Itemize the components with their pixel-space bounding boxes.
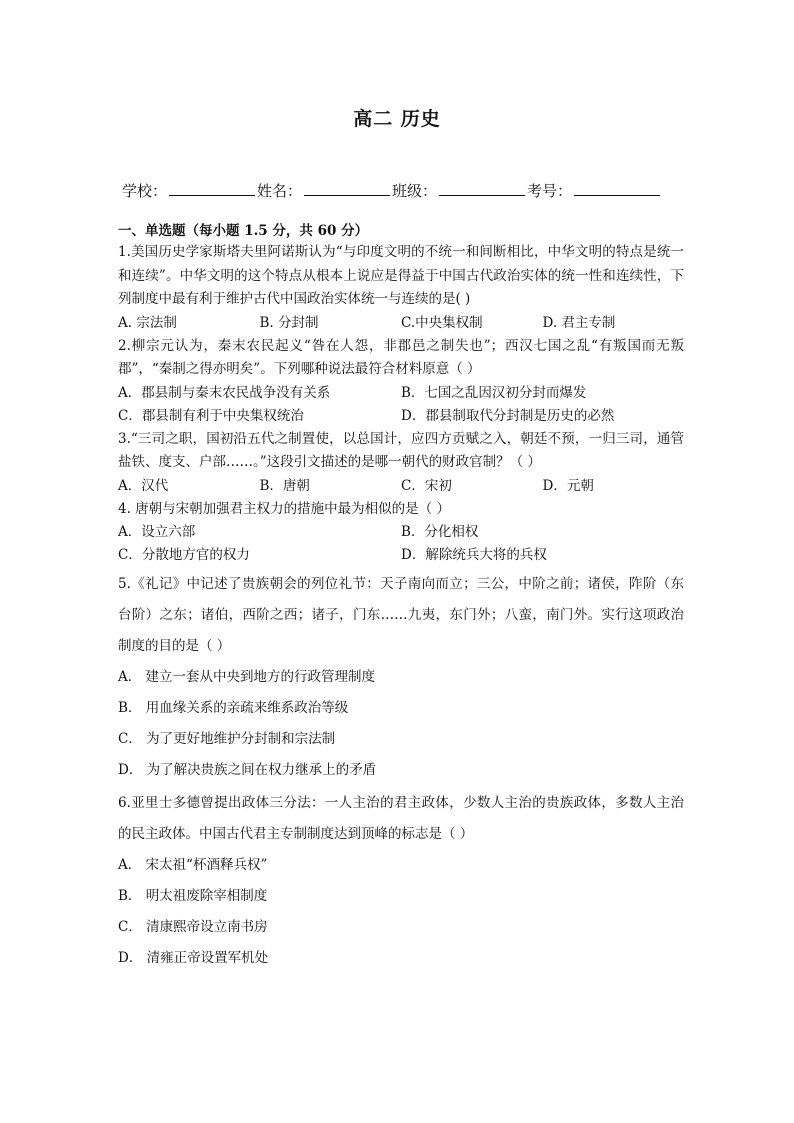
option-a: A．郡县制与秦末农民战争没有关系 <box>118 384 331 401</box>
option-c: C．分散地方官的权力 <box>118 547 250 563</box>
question-2-options <box>118 382 684 428</box>
option-a: A． 宋太祖“杯酒释兵权” <box>118 857 268 873</box>
school-label: 学校： <box>122 182 168 200</box>
name-blank <box>304 181 390 196</box>
option-d: D．解除统兵大将的兵权 <box>401 547 547 563</box>
question-3-options <box>118 475 684 498</box>
exam-no-blank <box>574 181 660 196</box>
page-title: 高二 历史 <box>353 108 441 130</box>
option-d: D． 为了解决贵族之间在权力继承上的矛盾 <box>118 762 377 778</box>
option-d: D. 君主专制 <box>542 314 616 331</box>
class-label: 班级： <box>392 182 438 200</box>
option-a: A．设立六部 <box>118 524 196 540</box>
question-1-options <box>118 312 684 335</box>
question-6: 6.亚里士多德曾提出政体三分法：一人主治的君主政体，少数人主治的贵族政体，多数人主治的民主政体。中国古代君主专制制度达到顶峰的标志是（ ） <box>118 795 684 842</box>
option-d: D．郡县制取代分封制是历史的必然 <box>401 407 615 424</box>
option-c: C． 为了更好地维护分封制和宗法制 <box>118 731 336 747</box>
exam-content <box>118 221 684 974</box>
student-info-line <box>122 180 662 201</box>
option-b: B． 明太祖废除宰相制度 <box>118 888 268 904</box>
option-a: A． 建立一套从中央到地方的行政管理制度 <box>118 669 376 685</box>
option-b: B．分化相权 <box>401 524 479 540</box>
question-4-options <box>118 521 684 567</box>
option-c: C． 清康熙帝设立南书房 <box>118 919 268 935</box>
question-2: 2.柳宗元认为，秦末农民起义“咎在人怨，非郡邑之制失也”；西汉七国之乱“有叛国而无叛郡”，“秦制之得亦明矣”。下列哪种说法最符合材料原意（ ） <box>118 337 684 377</box>
section-heading: 一、单选题（每小题 1.5 分，共 60 分） <box>118 223 369 239</box>
question-3: 3.“三司之职，国初沿五代之制置使，以总国计，应四方贡赋之入，朝廷不预，一归三司，通管盐铁、度支、户部……。”这段引文描述的是哪一朝代的财政官制？（ ） <box>118 430 684 470</box>
option-a: A. 宗法制 <box>118 314 177 331</box>
option-d: D．元朝 <box>542 477 594 494</box>
option-c: C．郡县制有利于中央集权统治 <box>118 407 304 424</box>
option-c: C．宋初 <box>401 477 452 494</box>
option-a: A．汉代 <box>118 477 169 494</box>
option-d: D． 清雍正帝设置军机处 <box>118 950 269 966</box>
option-b: B．唐朝 <box>259 477 310 494</box>
exam-no-label: 考号： <box>527 182 573 200</box>
option-b: B．七国之乱因汉初分封而爆发 <box>401 384 587 401</box>
class-blank <box>439 181 525 196</box>
school-blank <box>169 181 255 196</box>
question-4: 4. 唐朝与宋朝加强君主权力的措施中最为相似的是（ ） <box>118 500 450 517</box>
question-1: 1.美国历史学家斯塔夫里阿诺斯认为“与印度文明的不统一和间断相比，中华文明的特点是统一和连续”。中华文明的这个特点从根本上说应是得益于中国古代政治实体的统一性和连续性，下列制度中最有利于维护古代中国政治实体统一与连续的是( ) <box>118 244 684 307</box>
name-label: 姓名： <box>257 182 303 200</box>
option-b: B． 用血缘关系的亲疏来维系政治等级 <box>118 700 349 716</box>
question-5: 5.《礼记》中记述了贵族朝会的列位礼节：天子南向而立；三公，中阶之前；诸侯，阼阶（东台阶）之东；诸伯，西阶之西；诸子，门东……九夷，东门外；八蛮，南门外。实行这项政治制度的目的是（ ） <box>118 576 684 654</box>
option-b: B. 分封制 <box>259 314 319 331</box>
option-c: C.中央集权制 <box>401 314 483 331</box>
